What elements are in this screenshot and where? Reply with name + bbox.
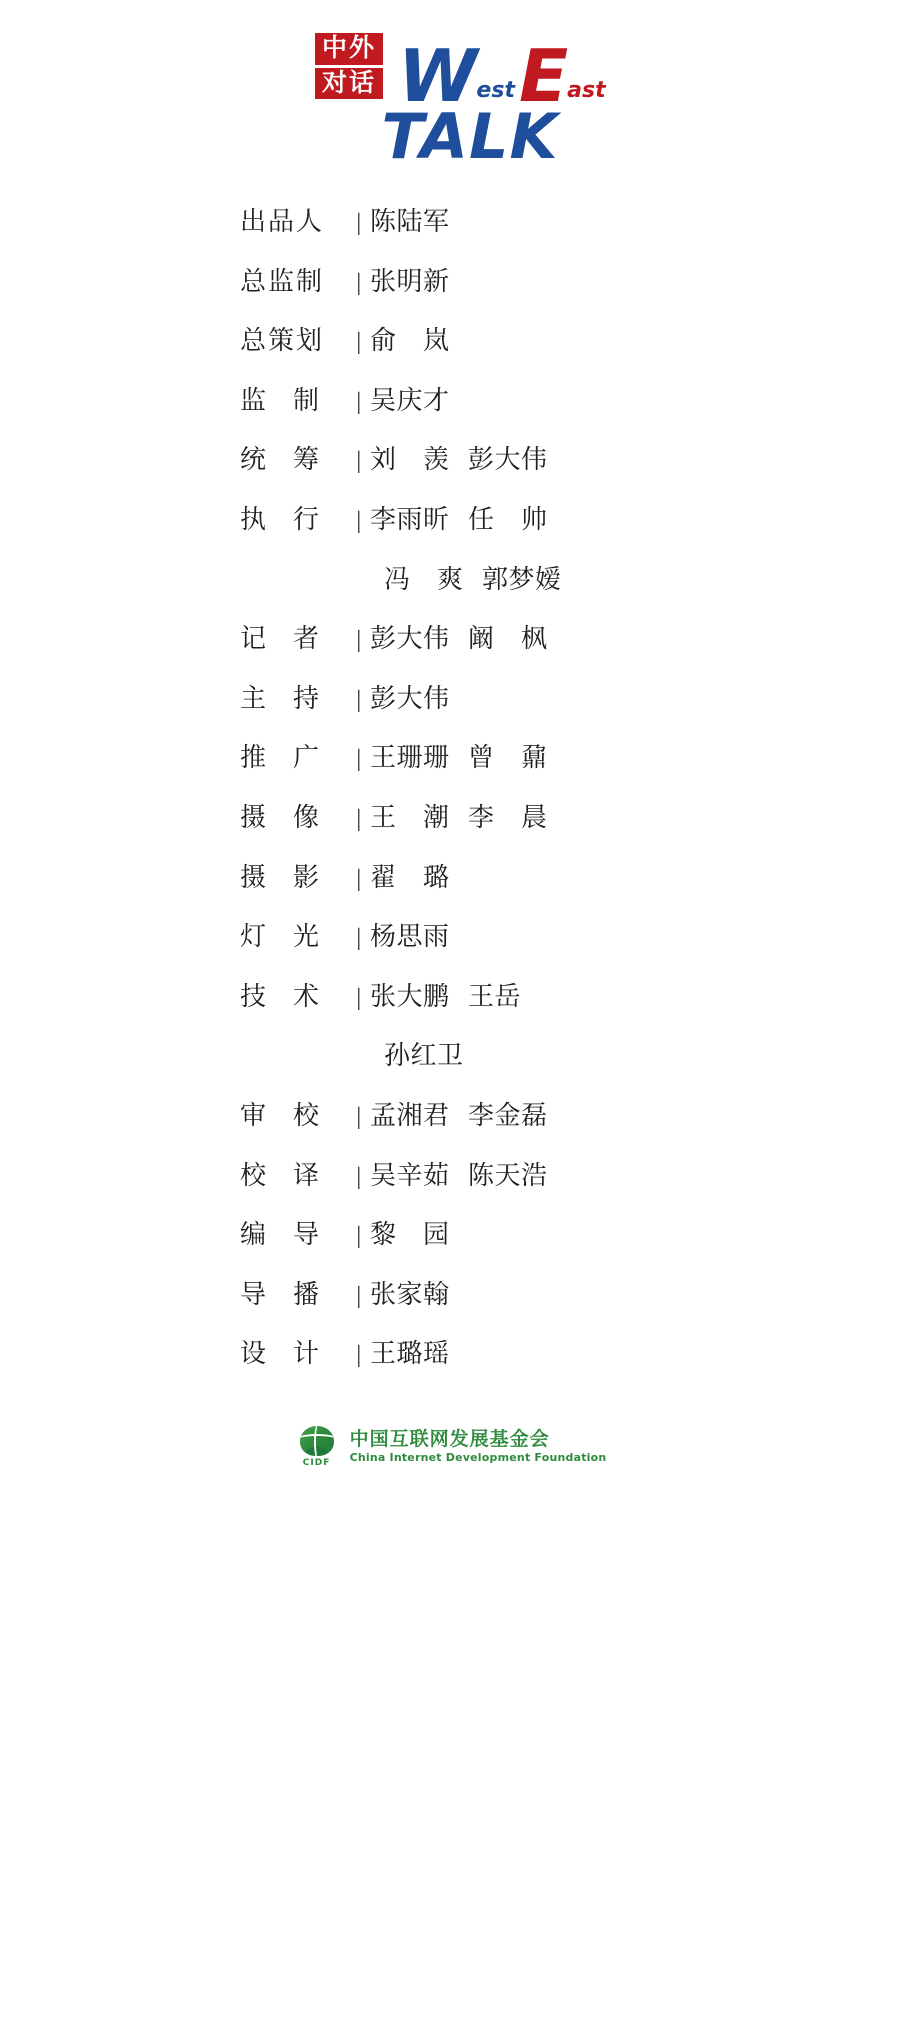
credit-row (240, 1340, 660, 1369)
credits-list (240, 208, 660, 1400)
footer-name-cn: 中国互联网发展基金会 (349, 1427, 550, 1450)
credit-row (240, 208, 660, 237)
credit-separator: | (356, 269, 362, 296)
credit-separator: | (356, 925, 362, 952)
credit-name: 陈天浩 (468, 1160, 548, 1190)
credit-names (370, 864, 660, 893)
credit-separator: | (356, 507, 362, 534)
cidf-abbr: CIDF (302, 1457, 331, 1468)
credit-row (240, 804, 660, 833)
credit-name: 阚 枫 (468, 624, 548, 654)
credit-name: 张家翰 (370, 1279, 450, 1309)
credit-row (240, 1162, 660, 1191)
credit-role: 记 者 (240, 624, 320, 654)
credit-name: 李 晨 (468, 802, 548, 832)
logo-letter-w: W (398, 34, 476, 119)
credit-names (370, 1340, 660, 1369)
credit-names (370, 804, 660, 833)
credit-names (370, 1042, 660, 1071)
credit-separator: | (356, 1342, 362, 1369)
credit-row (240, 744, 660, 773)
logo-we-wordmark (398, 22, 606, 119)
credit-name: 任 帅 (468, 504, 548, 534)
credit-row (240, 625, 660, 654)
credit-separator: | (356, 1282, 362, 1309)
credit-name: 冯 爽 (384, 564, 464, 594)
credit-role: 出品人 (240, 207, 325, 236)
credit-row (240, 923, 660, 952)
credit-row (240, 983, 660, 1012)
credit-names (370, 327, 660, 356)
credit-role: 灯 光 (240, 922, 320, 952)
footer-sponsor-text (350, 1429, 607, 1465)
credit-name: 李雨昕 (370, 504, 450, 534)
credit-separator: | (356, 984, 362, 1011)
logo-suffix-est: est (476, 78, 515, 103)
credit-name: 翟 璐 (370, 862, 450, 892)
credit-role: 导 播 (240, 1279, 320, 1309)
credit-names (370, 983, 660, 1012)
footer-sponsor (294, 1424, 607, 1470)
credit-names (370, 208, 660, 237)
credit-separator: | (356, 210, 362, 236)
credit-row (240, 1102, 660, 1131)
credit-names (370, 923, 660, 952)
credit-role: 执 行 (240, 504, 320, 534)
credit-role: 总监制 (240, 266, 325, 296)
credit-name: 杨思雨 (370, 922, 450, 952)
logo-suffix-ast: ast (567, 78, 606, 103)
credit-role: 总策划 (240, 326, 325, 356)
credit-name: 孟湘君 (370, 1100, 450, 1130)
credit-separator: | (356, 865, 362, 892)
credit-names (370, 1281, 660, 1310)
credit-names (370, 387, 660, 416)
credit-separator: | (356, 448, 362, 475)
credit-names (370, 625, 660, 654)
credit-name: 王珊珊 (370, 743, 450, 773)
program-logo (240, 22, 660, 172)
globe-icon (300, 1426, 334, 1456)
credit-names (370, 506, 660, 535)
credit-name: 孙红卫 (384, 1041, 464, 1071)
credit-role: 推 广 (240, 743, 320, 773)
credit-row (240, 864, 660, 893)
credit-separator: | (356, 627, 362, 654)
credit-role: 主 持 (240, 683, 320, 713)
credit-row (240, 1221, 660, 1250)
credit-names (370, 685, 660, 714)
credit-name: 彭大伟 (370, 683, 450, 713)
credit-name: 王 潮 (370, 802, 450, 832)
credit-row (240, 566, 660, 595)
credit-name: 吴庆才 (370, 385, 450, 415)
credit-name: 曾 鼐 (468, 743, 548, 773)
credit-names (370, 566, 660, 595)
logo-talk-wordmark: TALK (381, 100, 559, 173)
credit-name: 陈陆军 (370, 207, 450, 236)
credit-row (240, 327, 660, 356)
credit-name: 彭大伟 (468, 445, 548, 475)
credit-row (240, 1042, 660, 1071)
credit-role: 审 校 (240, 1100, 320, 1130)
logo-top-row (240, 22, 660, 119)
credit-role: 设 计 (240, 1339, 320, 1369)
credit-role: 统 筹 (240, 445, 320, 475)
credit-name: 刘 羡 (370, 445, 450, 475)
credit-role: 摄 像 (240, 802, 320, 832)
credit-separator: | (356, 388, 362, 415)
credit-names (370, 1102, 660, 1131)
credit-name: 郭梦嫒 (482, 564, 562, 594)
credit-separator: | (356, 1103, 362, 1130)
credit-role: 编 导 (240, 1220, 320, 1250)
credit-name: 俞 岚 (370, 326, 450, 356)
credit-name: 张大鹏 (370, 981, 450, 1011)
credit-row (240, 506, 660, 535)
credit-name: 彭大伟 (370, 624, 450, 654)
credit-name: 王璐瑶 (370, 1339, 450, 1369)
credit-names (370, 744, 660, 773)
credit-role: 摄 影 (240, 862, 320, 892)
credit-separator: | (356, 1223, 362, 1250)
credit-name: 吴辛茹 (370, 1160, 450, 1190)
credit-name: 黎 园 (370, 1220, 450, 1250)
credit-name: 张明新 (370, 266, 450, 296)
credit-names (370, 446, 660, 475)
credit-separator: | (356, 746, 362, 773)
credit-role: 监 制 (240, 385, 320, 415)
credit-names (370, 268, 660, 297)
credit-row (240, 446, 660, 475)
credit-names (370, 1162, 660, 1191)
logo-letter-e: E (518, 34, 567, 119)
credit-row (240, 1281, 660, 1310)
credit-separator: | (356, 329, 362, 356)
credit-row (240, 685, 660, 714)
credit-row (240, 268, 660, 297)
footer-name-en: China Internet Development Foundation (349, 1450, 607, 1464)
credit-separator: | (356, 686, 362, 713)
credit-role: 技 术 (240, 981, 320, 1011)
logo-chinese-title (308, 30, 390, 102)
credit-separator: | (356, 1163, 362, 1190)
credit-row (240, 387, 660, 416)
credit-names (370, 1221, 660, 1250)
credit-separator: | (356, 805, 362, 832)
logo-chinese-line-2: 对话 (315, 68, 383, 99)
logo-chinese-line-1: 中外 (315, 33, 383, 64)
credit-name: 王岳 (468, 981, 522, 1011)
credit-name: 李金磊 (468, 1100, 548, 1130)
credit-role: 校 译 (240, 1160, 320, 1190)
cidf-logo-icon (294, 1424, 340, 1470)
